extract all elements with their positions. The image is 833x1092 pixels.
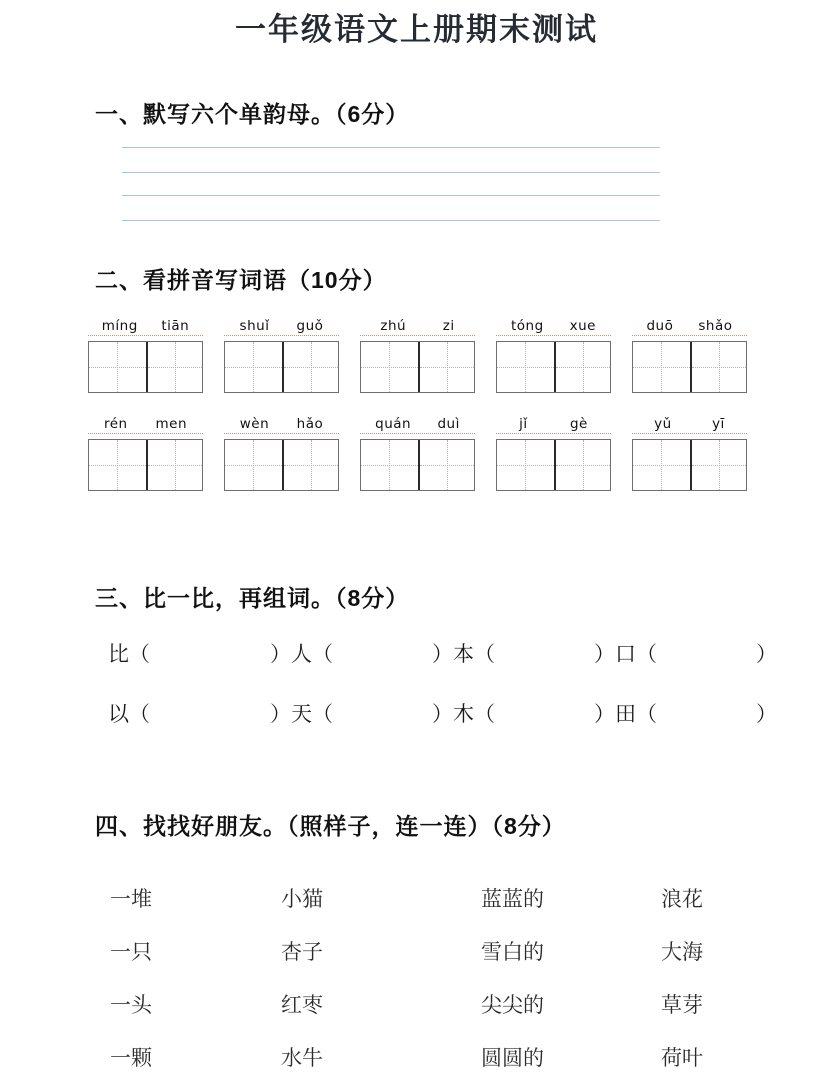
pinyin-syllable: duō xyxy=(646,318,674,334)
section-three-heading: 三、比一比，再组词。（8分） xyxy=(95,585,410,611)
pinyin-label xyxy=(360,415,475,434)
stave-rule-top xyxy=(122,147,660,148)
pinyin-label xyxy=(632,415,747,434)
pinyin-syllable: yǔ xyxy=(654,416,672,432)
section-two-heading: 二、看拼音写词语（10分） xyxy=(95,267,387,293)
compare-char: 比 xyxy=(108,642,129,666)
pinyin-word-item xyxy=(632,317,747,393)
pinyin-syllable: tiān xyxy=(161,318,190,334)
pinyin-syllable: shuǐ xyxy=(239,318,270,334)
paren-close: ） xyxy=(594,702,615,726)
compare-word-item[interactable] xyxy=(594,635,727,673)
tianzige-cell[interactable] xyxy=(146,342,203,392)
pinyin-syllable: míng xyxy=(101,318,138,334)
paren-open: （ xyxy=(129,702,150,726)
compare-word-item[interactable] xyxy=(432,635,565,673)
compare-char: 本 xyxy=(453,642,474,666)
pinyin-syllable: guǒ xyxy=(296,318,324,334)
match-word-left-pair[interactable]: 红枣 xyxy=(281,992,323,1017)
paren-close: ） xyxy=(270,702,291,726)
tianzige-cell[interactable] xyxy=(225,440,282,490)
table-row xyxy=(105,977,765,1030)
compare-word-tail xyxy=(756,695,777,733)
tianzige-cell[interactable] xyxy=(225,342,282,392)
pinyin-stave[interactable] xyxy=(122,195,660,225)
paren-open: （ xyxy=(636,702,657,726)
tianzige-cell[interactable] xyxy=(690,342,747,392)
section-four xyxy=(0,808,833,1083)
paren-close: ） xyxy=(432,642,453,666)
tianzige-cell[interactable] xyxy=(89,440,146,490)
match-word-left-pair[interactable]: 杏子 xyxy=(281,939,323,964)
compare-word-row xyxy=(108,635,833,673)
compare-char: 木 xyxy=(453,702,474,726)
table-row xyxy=(105,924,765,977)
pinyin-label xyxy=(360,317,475,336)
tianzige-cell[interactable] xyxy=(497,440,554,490)
paren-close: ） xyxy=(594,642,615,666)
pinyin-syllable: xue xyxy=(569,318,596,334)
pinyin-label xyxy=(496,317,611,336)
match-word-right[interactable]: 尖尖的 xyxy=(481,992,544,1017)
compare-char: 天 xyxy=(291,702,312,726)
pinyin-label xyxy=(88,415,203,434)
pinyin-word-item xyxy=(632,415,747,491)
match-word-right-pair[interactable]: 草芽 xyxy=(661,992,703,1017)
pinyin-word-item xyxy=(224,415,339,491)
pinyin-syllable: zhú xyxy=(380,318,407,334)
stave-rule-top xyxy=(122,195,660,196)
tianzige-box[interactable] xyxy=(632,439,747,491)
paren-close: ） xyxy=(432,702,453,726)
pinyin-syllable: hǎo xyxy=(296,416,324,432)
paren-open: （ xyxy=(474,702,495,726)
tianzige-box[interactable] xyxy=(88,439,203,491)
pinyin-syllable: zi xyxy=(442,318,455,334)
tianzige-cell[interactable] xyxy=(361,342,418,392)
paren-open: （ xyxy=(636,642,657,666)
section-four-heading: 四、找找好朋友。（照样子，连一连）（8分） xyxy=(95,813,566,839)
compare-word-item[interactable] xyxy=(270,635,403,673)
compare-word-tail xyxy=(756,635,777,673)
match-word-right-pair[interactable]: 大海 xyxy=(661,939,703,964)
pinyin-stave[interactable] xyxy=(122,147,660,177)
pinyin-label xyxy=(224,317,339,336)
tianzige-box[interactable] xyxy=(88,341,203,393)
paren-close: ） xyxy=(756,702,777,726)
compare-word-item[interactable] xyxy=(432,695,565,733)
pinyin-syllable: tóng xyxy=(510,318,544,334)
pinyin-syllable: men xyxy=(155,416,188,432)
table-row xyxy=(105,1030,765,1083)
pinyin-syllable: quán xyxy=(375,416,412,432)
tianzige-cell[interactable] xyxy=(497,342,554,392)
table-row xyxy=(105,871,765,924)
compare-char: 以 xyxy=(108,702,129,726)
compare-word-row xyxy=(108,695,833,733)
pinyin-syllable: yī xyxy=(712,416,725,432)
pinyin-label xyxy=(632,317,747,336)
pinyin-label xyxy=(224,415,339,434)
pinyin-syllable: wèn xyxy=(239,416,270,432)
tianzige-cell[interactable] xyxy=(418,440,475,490)
compare-word-item[interactable] xyxy=(108,695,220,733)
tianzige-cell[interactable] xyxy=(146,440,203,490)
tianzige-box[interactable] xyxy=(224,341,339,393)
pinyin-word-item xyxy=(496,415,611,491)
tianzige-cell[interactable] xyxy=(361,440,418,490)
pinyin-word-row xyxy=(88,317,833,393)
tianzige-box[interactable] xyxy=(224,439,339,491)
tianzige-box[interactable] xyxy=(496,439,611,491)
match-word-right[interactable]: 圆圆的 xyxy=(481,1045,544,1070)
compare-word-item[interactable] xyxy=(594,695,727,733)
pinyin-syllable: jǐ xyxy=(519,416,528,432)
match-word-left[interactable]: 一头 xyxy=(110,992,152,1017)
pinyin-word-item xyxy=(360,317,475,393)
pinyin-syllable: shǎo xyxy=(698,318,733,334)
pinyin-word-item xyxy=(88,317,203,393)
paren-open: （ xyxy=(129,642,150,666)
paren-open: （ xyxy=(312,642,333,666)
match-word-left[interactable]: 一堆 xyxy=(110,886,152,911)
paren-open: （ xyxy=(474,642,495,666)
compare-word-item[interactable] xyxy=(108,635,220,673)
tianzige-box[interactable] xyxy=(496,341,611,393)
match-word-left-pair[interactable]: 小猫 xyxy=(281,886,323,911)
pinyin-word-row xyxy=(88,415,833,491)
tianzige-cell[interactable] xyxy=(633,440,690,490)
pinyin-word-item xyxy=(360,415,475,491)
compare-char: 口 xyxy=(615,642,636,666)
pinyin-writing-area[interactable] xyxy=(122,147,833,225)
tianzige-cell[interactable] xyxy=(554,342,611,392)
match-word-right-pair[interactable]: 浪花 xyxy=(661,886,703,911)
tianzige-cell[interactable] xyxy=(418,342,475,392)
tianzige-cell[interactable] xyxy=(282,342,339,392)
tianzige-box[interactable] xyxy=(360,341,475,393)
pinyin-word-item xyxy=(496,317,611,393)
match-word-right[interactable]: 蓝蓝的 xyxy=(481,886,544,911)
tianzige-cell[interactable] xyxy=(690,440,747,490)
stave-rule-bottom xyxy=(122,220,660,221)
tianzige-cell[interactable] xyxy=(633,342,690,392)
pinyin-label xyxy=(88,317,203,336)
pinyin-word-item xyxy=(224,317,339,393)
match-word-right[interactable]: 雪白的 xyxy=(481,939,544,964)
page-title: 一年级语文上册期末测试 xyxy=(235,12,598,47)
matching-table xyxy=(105,871,765,1083)
section-three xyxy=(0,580,833,733)
paren-close: ） xyxy=(270,642,291,666)
match-word-left[interactable]: 一颗 xyxy=(110,1045,152,1070)
paren-close: ） xyxy=(756,642,777,666)
tianzige-cell[interactable] xyxy=(89,342,146,392)
section-one xyxy=(0,96,833,225)
compare-word-item[interactable] xyxy=(270,695,403,733)
section-one-heading: 一、默写六个单韵母。（6分） xyxy=(95,101,410,127)
pinyin-syllable: duì xyxy=(437,416,460,432)
pinyin-syllable: rén xyxy=(103,416,128,432)
pinyin-word-item xyxy=(88,415,203,491)
pinyin-label xyxy=(496,415,611,434)
match-word-right-pair[interactable]: 荷叶 xyxy=(661,1045,703,1070)
pinyin-syllable: gè xyxy=(569,416,588,432)
tianzige-cell[interactable] xyxy=(554,440,611,490)
paren-open: （ xyxy=(312,702,333,726)
tianzige-cell[interactable] xyxy=(282,440,339,490)
compare-char: 田 xyxy=(615,702,636,726)
match-word-left-pair[interactable]: 水牛 xyxy=(281,1045,323,1070)
match-word-left[interactable]: 一只 xyxy=(110,939,152,964)
compare-char: 人 xyxy=(291,642,312,666)
section-two xyxy=(0,262,833,491)
tianzige-box[interactable] xyxy=(360,439,475,491)
tianzige-box[interactable] xyxy=(632,341,747,393)
stave-rule-bottom xyxy=(122,172,660,173)
